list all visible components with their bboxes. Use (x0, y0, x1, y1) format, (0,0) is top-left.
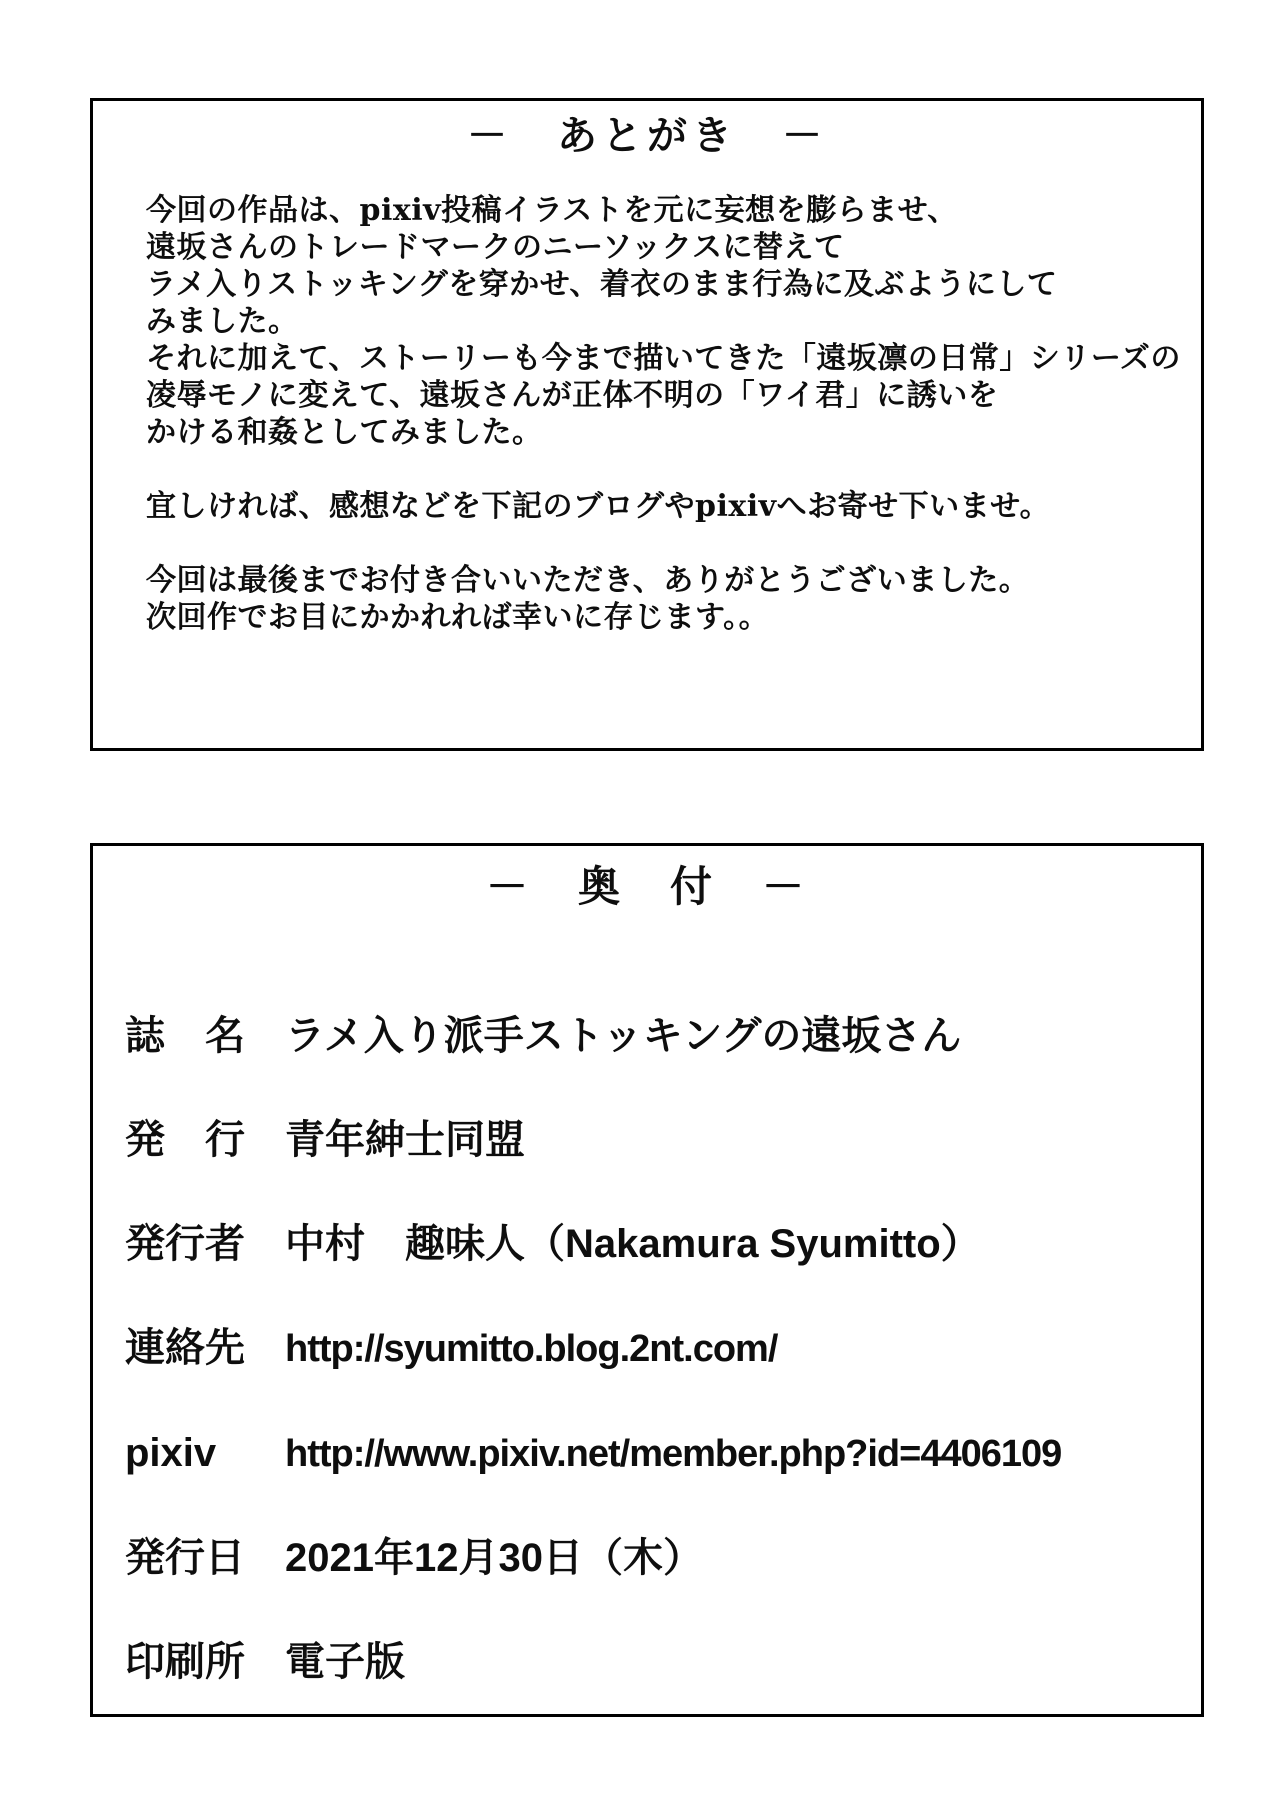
colophon-title: － 奥 付 － (485, 863, 808, 910)
colophon-label: 発行日 (125, 1536, 245, 1580)
afterword-box (90, 98, 1204, 751)
colophon-row-date (125, 1533, 1181, 1583)
afterword-body (146, 192, 1181, 636)
afterword-blank-line (146, 451, 1171, 488)
afterword-line: 次回作でお目にかかれれば幸いに存じます。。 (146, 600, 770, 635)
colophon-value-pixiv-url: http://www.pixiv.net/member.php?id=4406109 (285, 1433, 1062, 1475)
colophon-value-book-title: ラメ入り派手ストッキングの遠坂さん (285, 1014, 962, 1058)
afterword-title: － あとがき － (467, 112, 827, 159)
colophon-row-contact (125, 1323, 1181, 1374)
colophon-rows (125, 1011, 1181, 1687)
afterword-line: 遠坂さんのトレードマークのニーソックスに替えて (146, 230, 845, 265)
afterword-blank-line (146, 525, 1171, 562)
afterword-line: ラメ入りストッキングを穿かせ、着衣のまま行為に及ぶようにして (146, 267, 1058, 302)
afterword-line: 宜しければ、感想などを下記のブログやpixivへお寄せ下いませ。 (146, 489, 1051, 524)
colophon-row-publisher (125, 1115, 1181, 1165)
colophon-label: 発 行 (125, 1118, 245, 1162)
colophon-row-pixiv (125, 1428, 1181, 1479)
colophon-label: 印刷所 (125, 1640, 245, 1684)
colophon-row-author (125, 1219, 1181, 1269)
colophon-row-printer (125, 1637, 1181, 1687)
colophon-value-author: 中村 趣味人（Nakamura Syumitto） (285, 1222, 981, 1266)
afterword-line: 今回は最後までお付き合いいただき、ありがとうございました。 (146, 563, 1030, 598)
afterword-line: かける和姦としてみました。 (146, 415, 543, 450)
afterword-line: 今回の作品は、pixiv投稿イラストを元に妄想を膨らませ、 (146, 193, 958, 228)
colophon-row-title (125, 1011, 1181, 1061)
colophon-label: 発行者 (125, 1222, 245, 1266)
colophon-box (90, 843, 1204, 1717)
afterword-line: それに加えて、ストーリーも今まで描いてきた「遠坂凛の日常」シリーズの (146, 341, 1181, 376)
colophon-value-circle: 青年紳士同盟 (285, 1118, 525, 1162)
colophon-label: 誌 名 (125, 1014, 245, 1058)
colophon-label: pixiv (125, 1431, 217, 1475)
afterword-line: みました。 (146, 304, 299, 339)
colophon-label: 連絡先 (125, 1326, 245, 1370)
afterword-line: 凌辱モノに変えて、遠坂さんが正体不明の「ワイ君」に誘いを (146, 378, 999, 413)
colophon-value-blog-url: http://syumitto.blog.2nt.com/ (285, 1328, 778, 1370)
colophon-value-date: 2021年12月30日（木） (285, 1536, 703, 1580)
colophon-value-printer: 電子版 (285, 1640, 405, 1684)
